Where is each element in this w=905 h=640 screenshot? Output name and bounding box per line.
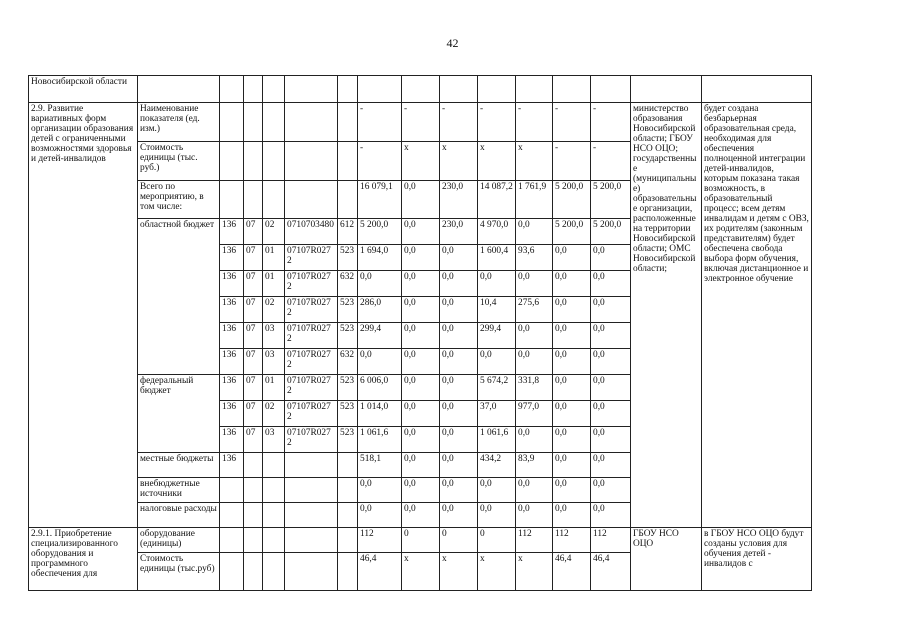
table-cell: 5 200,0 — [591, 219, 631, 245]
table-cell: 136 — [220, 349, 244, 375]
table-cell — [440, 76, 478, 103]
expected-result-cell: в ГБОУ НСО ОЦО будут созданы условия для обучения детей - инвалидов с — [702, 528, 812, 591]
table-cell: 0,0 — [358, 271, 402, 297]
table-cell: 1 061,6 — [358, 427, 402, 453]
table-cell: 03 — [263, 349, 285, 375]
table-cell: 07107R0272 — [285, 401, 338, 427]
table-cell: 632 — [338, 271, 358, 297]
table-cell: - — [516, 103, 553, 142]
table-cell: 0,0 — [553, 453, 591, 478]
table-cell — [402, 76, 440, 103]
table-cell — [263, 142, 285, 181]
table-cell: 07 — [244, 245, 263, 271]
table-cell: 112 — [553, 528, 591, 553]
table-cell: Новосибирской области — [29, 76, 138, 103]
table-cell: 230,0 — [440, 181, 478, 219]
table-cell: 4 970,0 — [478, 219, 516, 245]
table-cell: 0,0 — [402, 503, 440, 528]
table-cell: - — [440, 103, 478, 142]
table-cell: 02 — [263, 401, 285, 427]
table-cell: 5 200,0 — [591, 181, 631, 219]
table-cell — [285, 142, 338, 181]
table-cell — [631, 76, 702, 103]
table-cell: Наименование показателя (ед. изм.) — [138, 103, 220, 142]
table-cell: 5 200,0 — [358, 219, 402, 245]
table-cell — [263, 103, 285, 142]
table-cell: 434,2 — [478, 453, 516, 478]
table-cell — [338, 503, 358, 528]
table-cell: 0,0 — [591, 401, 631, 427]
table-cell: 02 — [263, 297, 285, 323]
table-cell: 46,4 — [553, 553, 591, 591]
expected-result-cell: будет создана безбарьерная образовательная среда, необходимая для обеспечения полноценной интеграции детей-инвалидов, которым показана такая возможность, в образовательный процесс; всем детям инвалидам и детям с ОВЗ, их родителям (законным представителям) будет обеспечена свобода выбора форм обучения, включая дистанционное и электронное обучение — [702, 103, 812, 528]
table-cell — [244, 181, 263, 219]
table-cell — [138, 76, 220, 103]
table-cell: 5 674,2 — [478, 375, 516, 401]
table-cell — [285, 503, 338, 528]
table-cell: 523 — [338, 375, 358, 401]
table-cell: - — [553, 103, 591, 142]
table-cell: 0,0 — [358, 349, 402, 375]
table-cell: 07 — [244, 323, 263, 349]
table-cell: 07107R0272 — [285, 323, 338, 349]
table-cell — [338, 553, 358, 591]
table-cell — [358, 76, 402, 103]
table-cell: 0,0 — [440, 297, 478, 323]
table-cell: 46,4 — [358, 553, 402, 591]
activity-name-cell: 2.9.1. Приобретение специализированного оборудования и программного обеспечения для — [29, 528, 138, 591]
table-cell: 299,4 — [358, 323, 402, 349]
table-cell: 523 — [338, 323, 358, 349]
table-cell: х — [478, 142, 516, 181]
table-cell: 0,0 — [402, 349, 440, 375]
table-cell — [285, 478, 338, 503]
table-cell: 0,0 — [402, 245, 440, 271]
table-cell: 6 006,0 — [358, 375, 402, 401]
table-cell: 0,0 — [402, 219, 440, 245]
table-cell: 0,0 — [591, 271, 631, 297]
table-cell: 0 — [478, 528, 516, 553]
table-cell: х — [478, 553, 516, 591]
table-cell — [244, 142, 263, 181]
table-cell: 1 761,9 — [516, 181, 553, 219]
table-cell: федеральный бюджет — [138, 375, 220, 453]
table-cell — [285, 181, 338, 219]
table-cell: 0,0 — [553, 427, 591, 453]
table-cell — [702, 76, 812, 103]
table-cell — [263, 553, 285, 591]
table-cell: 0,0 — [553, 375, 591, 401]
table-cell: 0,0 — [591, 297, 631, 323]
table-cell: 136 — [220, 245, 244, 271]
table-cell: 0,0 — [440, 503, 478, 528]
table-cell: 0,0 — [516, 219, 553, 245]
table-cell: 0,0 — [516, 427, 553, 453]
table-cell: 0,0 — [553, 297, 591, 323]
table-cell: 523 — [338, 245, 358, 271]
table-cell: 0,0 — [402, 478, 440, 503]
table-cell — [263, 181, 285, 219]
table-cell: 136 — [220, 401, 244, 427]
table-cell: 977,0 — [516, 401, 553, 427]
table-cell: х — [402, 142, 440, 181]
table-cell: 0,0 — [440, 349, 478, 375]
table-row — [29, 76, 812, 103]
table-cell: 5 200,0 — [553, 219, 591, 245]
table-cell: 0,0 — [440, 401, 478, 427]
table-cell: 0,0 — [478, 478, 516, 503]
table-cell: 0,0 — [440, 245, 478, 271]
executor-cell: ГБОУ НСО ОЦО — [631, 528, 702, 591]
table-cell — [220, 528, 244, 553]
table-cell: 0710703480 — [285, 219, 338, 245]
table-cell: 112 — [516, 528, 553, 553]
table-cell: - — [402, 103, 440, 142]
table-cell: 112 — [591, 528, 631, 553]
table-cell: 136 — [220, 297, 244, 323]
table-cell: х — [440, 142, 478, 181]
table-cell: 0,0 — [591, 349, 631, 375]
table-cell: - — [478, 103, 516, 142]
table-cell: 0,0 — [402, 297, 440, 323]
table-cell: 0,0 — [553, 271, 591, 297]
table-cell: 136 — [220, 427, 244, 453]
table-cell: 07107R0272 — [285, 271, 338, 297]
table-cell: 0,0 — [553, 349, 591, 375]
table-cell: 0,0 — [591, 245, 631, 271]
table-cell: 1 694,0 — [358, 245, 402, 271]
table-cell: 93,6 — [516, 245, 553, 271]
table-cell: 0,0 — [402, 323, 440, 349]
table-cell: 0 — [402, 528, 440, 553]
table-cell: 299,4 — [478, 323, 516, 349]
table-cell: 612 — [338, 219, 358, 245]
table-cell — [338, 103, 358, 142]
table-cell: х — [516, 142, 553, 181]
table-cell: х — [516, 553, 553, 591]
table-cell: 16 079,1 — [358, 181, 402, 219]
table-cell — [285, 103, 338, 142]
table-cell: налоговые расходы — [138, 503, 220, 528]
table-cell: х — [402, 553, 440, 591]
table-cell: 0,0 — [358, 478, 402, 503]
table-cell: 07 — [244, 427, 263, 453]
table-cell: 0,0 — [553, 323, 591, 349]
table-cell: 37,0 — [478, 401, 516, 427]
table-cell: 112 — [358, 528, 402, 553]
table-cell: 0,0 — [478, 349, 516, 375]
table-cell: Стоимость единицы (тыс.руб) — [138, 553, 220, 591]
table-cell: 0,0 — [553, 245, 591, 271]
table-cell: 0,0 — [478, 503, 516, 528]
table-cell — [220, 142, 244, 181]
table-cell: 0,0 — [402, 453, 440, 478]
table-cell — [244, 503, 263, 528]
table-cell — [220, 478, 244, 503]
table-cell — [244, 103, 263, 142]
table-cell — [338, 528, 358, 553]
table-cell: 01 — [263, 245, 285, 271]
table-cell — [591, 76, 631, 103]
table-cell: областной бюджет — [138, 219, 220, 375]
executor-cell: министерство образования Новосибирской области; ГБОУ НСО ОЦО; государственные (муниципальные) образовательные организации, расположенные на территории Новосибирской области; ОМС Новосибирской области; — [631, 103, 702, 528]
table-cell: 07 — [244, 219, 263, 245]
table-cell: 07 — [244, 375, 263, 401]
table-cell: 07107R0272 — [285, 349, 338, 375]
table-cell — [220, 181, 244, 219]
table-cell: 518,1 — [358, 453, 402, 478]
table-cell — [244, 553, 263, 591]
table-cell — [338, 181, 358, 219]
table-cell: 230,0 — [440, 219, 478, 245]
table-cell: 0,0 — [440, 323, 478, 349]
table-cell: 0,0 — [591, 478, 631, 503]
table-cell: - — [358, 142, 402, 181]
table-row — [29, 103, 812, 142]
table-cell: 1 061,6 — [478, 427, 516, 453]
table-cell — [338, 142, 358, 181]
budget-table — [28, 75, 812, 591]
table-cell: 0,0 — [402, 181, 440, 219]
table-cell — [285, 76, 338, 103]
table-cell — [338, 478, 358, 503]
table-cell — [285, 453, 338, 478]
table-cell: 46,4 — [591, 553, 631, 591]
table-cell: 83,9 — [516, 453, 553, 478]
table-cell: внебюджетные источники — [138, 478, 220, 503]
table-cell: 0,0 — [358, 503, 402, 528]
table-cell: 1 600,4 — [478, 245, 516, 271]
table-cell: 0,0 — [440, 453, 478, 478]
table-cell — [244, 478, 263, 503]
table-cell: 02 — [263, 219, 285, 245]
table-cell: 0,0 — [591, 503, 631, 528]
page-number: 42 — [446, 36, 459, 50]
table-cell: - — [591, 142, 631, 181]
table-cell: 0,0 — [516, 503, 553, 528]
table-cell: Всего по мероприятию, в том числе: — [138, 181, 220, 219]
table-cell: 136 — [220, 453, 244, 478]
table-cell — [263, 478, 285, 503]
table-cell: 523 — [338, 427, 358, 453]
table-cell: 07107R0272 — [285, 245, 338, 271]
table-cell: 0,0 — [516, 271, 553, 297]
table-cell: 0,0 — [440, 478, 478, 503]
table-cell: 0,0 — [553, 478, 591, 503]
table-cell — [338, 76, 358, 103]
table-cell: 01 — [263, 271, 285, 297]
table-cell: 07 — [244, 297, 263, 323]
table-cell: 286,0 — [358, 297, 402, 323]
table-cell: 0,0 — [591, 375, 631, 401]
table-cell: 03 — [263, 323, 285, 349]
table-cell — [553, 76, 591, 103]
table-cell: Стоимость единицы (тыс. руб.) — [138, 142, 220, 181]
table-cell — [285, 553, 338, 591]
table-cell: 03 — [263, 427, 285, 453]
table-cell: 275,6 — [516, 297, 553, 323]
table-cell: 0,0 — [553, 401, 591, 427]
table-cell: 0,0 — [402, 401, 440, 427]
table-cell — [516, 76, 553, 103]
table-cell: 07107R0272 — [285, 297, 338, 323]
table-cell: 0,0 — [478, 271, 516, 297]
table-cell: 0,0 — [516, 323, 553, 349]
table-cell: 07107R0272 — [285, 375, 338, 401]
table-cell: - — [358, 103, 402, 142]
table-cell — [220, 503, 244, 528]
table-cell: 0,0 — [591, 427, 631, 453]
table-cell: 331,8 — [516, 375, 553, 401]
table-cell: 0 — [440, 528, 478, 553]
table-cell: оборудование (единицы) — [138, 528, 220, 553]
table-cell: 632 — [338, 349, 358, 375]
table-cell: 0,0 — [591, 453, 631, 478]
table-cell: 07 — [244, 271, 263, 297]
table-cell: 0,0 — [402, 375, 440, 401]
table-cell: 01 — [263, 375, 285, 401]
table-cell: 136 — [220, 323, 244, 349]
table-cell — [244, 528, 263, 553]
table-cell — [220, 553, 244, 591]
table-cell — [263, 503, 285, 528]
table-cell: 0,0 — [440, 427, 478, 453]
table-cell: 0,0 — [402, 271, 440, 297]
table-cell: 1 014,0 — [358, 401, 402, 427]
table-cell: 0,0 — [402, 427, 440, 453]
table-cell: 07 — [244, 401, 263, 427]
table-cell — [478, 76, 516, 103]
table-cell: 0,0 — [516, 478, 553, 503]
table-cell: 136 — [220, 375, 244, 401]
table-cell — [263, 528, 285, 553]
table-cell — [338, 453, 358, 478]
table-cell: 10,4 — [478, 297, 516, 323]
table-cell: местные бюджеты — [138, 453, 220, 478]
table-cell: 5 200,0 — [553, 181, 591, 219]
table-cell — [220, 103, 244, 142]
table-cell: 0,0 — [516, 349, 553, 375]
table-cell — [220, 76, 244, 103]
table-cell: 523 — [338, 297, 358, 323]
table-cell: 07107R0272 — [285, 427, 338, 453]
table-cell: 136 — [220, 219, 244, 245]
table-cell: 07 — [244, 349, 263, 375]
table-cell: - — [591, 103, 631, 142]
table-cell — [263, 453, 285, 478]
table-row — [29, 528, 812, 553]
table-cell: - — [553, 142, 591, 181]
table-cell: 0,0 — [591, 323, 631, 349]
table-cell: 0,0 — [440, 271, 478, 297]
table-cell: 14 087,2 — [478, 181, 516, 219]
activity-name-cell: 2.9. Развитие вариативных форм организации образования детей с ограниченными возможностями здоровья и детей-инвалидов — [29, 103, 138, 528]
table-cell: х — [440, 553, 478, 591]
table-cell: 523 — [338, 401, 358, 427]
table-cell: 0,0 — [440, 375, 478, 401]
table-cell — [285, 528, 338, 553]
table-cell — [244, 453, 263, 478]
table-cell: 0,0 — [553, 503, 591, 528]
table-cell — [244, 76, 263, 103]
table-cell — [263, 76, 285, 103]
table-cell: 136 — [220, 271, 244, 297]
